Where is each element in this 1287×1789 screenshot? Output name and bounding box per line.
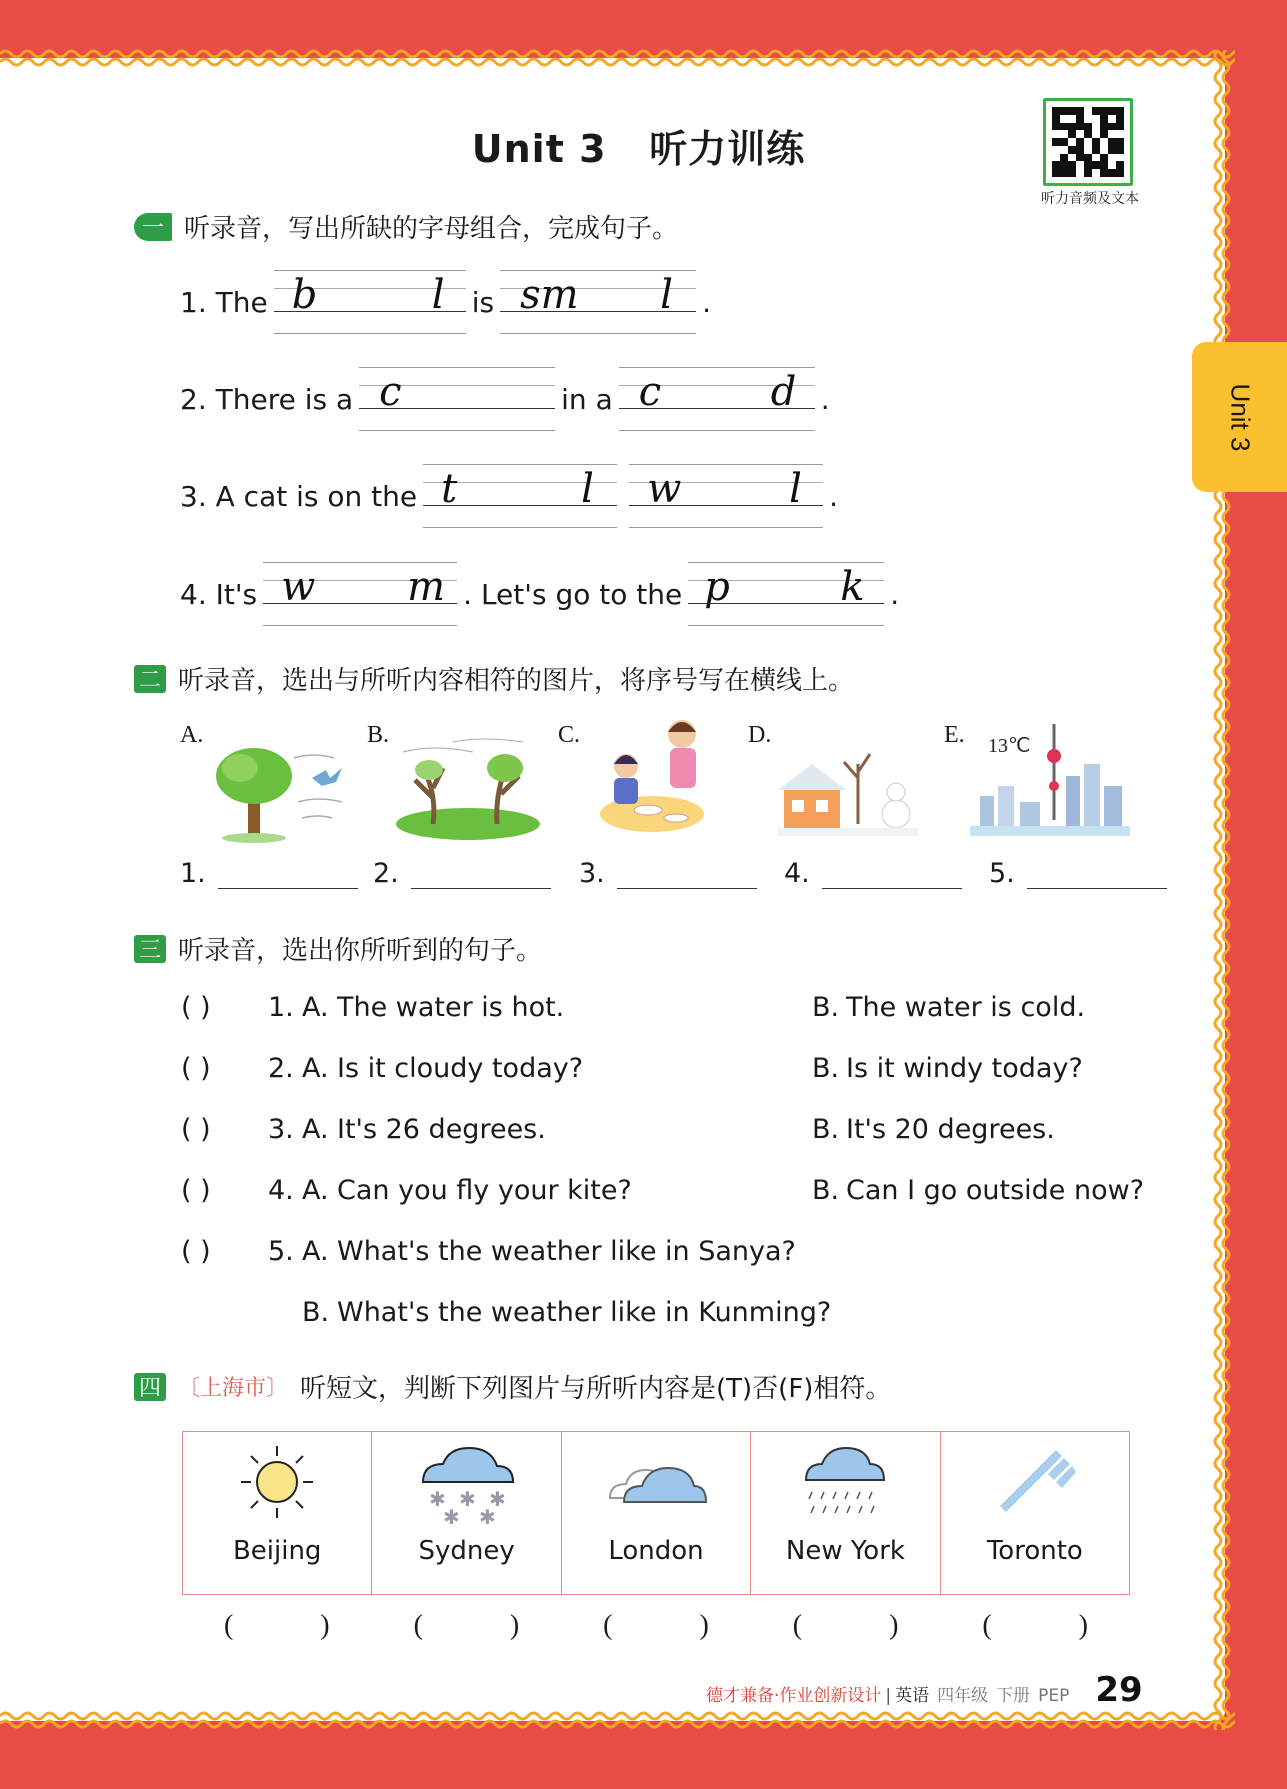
option-b-text: Can I go outside now? xyxy=(846,1175,1145,1206)
fill-suffix: . xyxy=(820,382,830,416)
cloudy-icon xyxy=(604,1442,708,1512)
option-a-text: Is it cloudy today? xyxy=(337,1053,584,1084)
weather-cell xyxy=(183,1432,372,1594)
tf-answer-box[interactable]: ( ) xyxy=(982,1610,1128,1641)
svg-text:✱: ✱ xyxy=(488,1487,506,1511)
windy-trees-icon xyxy=(393,728,543,846)
answer-paren[interactable]: ( ) xyxy=(181,1236,211,1267)
answer-paren[interactable]: ( ) xyxy=(181,1053,211,1084)
fill-row-4 xyxy=(180,562,899,626)
writing-lines[interactable] xyxy=(619,367,815,431)
tf-answer-row xyxy=(182,1610,1130,1642)
unit-side-tab[interactable] xyxy=(1192,342,1287,492)
fill-row-1 xyxy=(180,270,711,334)
fill-suffix: . xyxy=(890,577,900,611)
qr-caption: 听力音频及文本 xyxy=(1041,191,1139,207)
city-name: Sydney xyxy=(418,1536,515,1566)
city-name: London xyxy=(608,1536,704,1566)
option-a-label: A. xyxy=(302,992,329,1023)
weather-cell xyxy=(562,1432,751,1594)
question-number: 4. xyxy=(268,1175,294,1206)
page-title: Unit 3 听力训练 xyxy=(471,127,806,171)
handwritten-letters: l xyxy=(581,466,594,512)
section-4-heading xyxy=(134,1368,891,1405)
sunny-icon xyxy=(237,1442,317,1522)
picture-label: E. xyxy=(944,722,965,748)
tf-answer-box[interactable]: ( ) xyxy=(792,1610,939,1641)
weather-table xyxy=(182,1431,1130,1595)
tf-answer-box[interactable]: ( ) xyxy=(223,1610,370,1641)
section-1-heading xyxy=(134,208,678,245)
handwritten-letters: p xyxy=(704,564,730,610)
family-dinner-icon xyxy=(596,714,726,838)
handwritten-letters: sm xyxy=(520,272,579,318)
handwritten-letters: t xyxy=(441,466,458,512)
windy-icon xyxy=(990,1442,1080,1518)
answer-paren[interactable]: ( ) xyxy=(181,1114,211,1145)
handwritten-letters: l xyxy=(660,272,673,318)
section-3-instruction: 听录音，选出你所听到的句子。 xyxy=(178,936,543,966)
answer-paren[interactable]: ( ) xyxy=(181,1175,211,1206)
answer-number: 5. xyxy=(989,858,1015,889)
answer-number: 3. xyxy=(579,858,605,889)
handwritten-letters: l xyxy=(431,272,445,318)
section-2-instruction: 听录音，选出与所听内容相符的图片，将序号写在横线上。 xyxy=(178,666,855,696)
picture-label: A. xyxy=(180,722,204,748)
picture-row xyxy=(180,722,1160,842)
option-b-label: B. xyxy=(302,1297,330,1328)
option-a-label: A. xyxy=(302,1236,329,1267)
answer-blank[interactable] xyxy=(989,858,1167,889)
city-name: Beijing xyxy=(232,1536,322,1566)
handwritten-letters: d xyxy=(770,369,797,415)
handwritten-letters: w xyxy=(647,466,682,512)
section-2-heading xyxy=(134,660,854,697)
unit-tab-label: Unit 3 xyxy=(1224,383,1255,451)
option-a-text: It's 26 degrees. xyxy=(337,1114,546,1145)
option-b-text: The water is cold. xyxy=(846,992,1086,1023)
option-b-label: B. xyxy=(812,1114,840,1145)
fill-mid: . Let's go to the xyxy=(463,577,683,611)
fill-mid: in a xyxy=(561,382,613,416)
handwritten-letters: m xyxy=(407,564,446,610)
section-4-badge: 四 xyxy=(134,1373,166,1401)
writing-lines[interactable] xyxy=(274,270,466,334)
writing-lines[interactable] xyxy=(263,562,457,626)
option-a-label: A. xyxy=(302,1175,329,1206)
answer-number: 4. xyxy=(784,858,810,889)
page-footer xyxy=(706,1670,1143,1710)
writing-lines[interactable] xyxy=(629,464,823,528)
footer-brand: 德才兼备·作业创新设计 xyxy=(706,1686,882,1706)
answer-number: 1. xyxy=(180,858,206,889)
svg-text:✱: ✱ xyxy=(442,1505,460,1526)
section-1-badge: 一 xyxy=(134,213,172,241)
answer-blank[interactable] xyxy=(579,858,757,889)
fill-prefix: 3. A cat is on the xyxy=(180,479,418,513)
picture-label: D. xyxy=(748,722,772,748)
footer-grade: 四年级 xyxy=(937,1686,989,1706)
option-b-label: B. xyxy=(812,992,840,1023)
writing-lines[interactable] xyxy=(688,562,884,626)
option-b-text: Is it windy today? xyxy=(846,1053,1083,1084)
snowy-cloud-icon xyxy=(415,1442,519,1526)
handwritten-letters: k xyxy=(840,564,865,610)
option-a-label: A. xyxy=(302,1114,329,1145)
fill-prefix: 2. There is a xyxy=(180,382,354,416)
rainy-cloud-icon xyxy=(800,1442,890,1522)
fill-suffix: . xyxy=(829,479,839,513)
question-number: 3. xyxy=(268,1114,294,1145)
question-number: 1. xyxy=(268,992,294,1023)
tf-answer-box[interactable]: ( ) xyxy=(603,1610,749,1641)
region-tag: 〔上海市〕 xyxy=(178,1376,289,1401)
answer-blank[interactable] xyxy=(180,858,358,889)
windy-tree-bird-icon xyxy=(202,728,372,846)
skyline-temperature: 13℃ xyxy=(988,735,1031,757)
city-name: Toronto xyxy=(986,1536,1083,1566)
city-name: New York xyxy=(785,1536,905,1566)
writing-lines[interactable] xyxy=(500,270,696,334)
tf-answer-box[interactable]: ( ) xyxy=(413,1610,560,1641)
page-number: 29 xyxy=(1095,1670,1143,1710)
answer-blank[interactable] xyxy=(784,858,962,889)
answer-paren[interactable]: ( ) xyxy=(181,992,211,1023)
weather-cell xyxy=(372,1432,561,1594)
svg-text:✱: ✱ xyxy=(428,1487,446,1511)
handwritten-letters: c xyxy=(379,369,402,415)
fill-prefix: 4. It's xyxy=(180,577,258,611)
option-b-label: B. xyxy=(812,1053,840,1084)
footer-subject: 英语 xyxy=(895,1686,930,1706)
section-4-instruction: 听短文，判断下列图片与所听内容是(T)否(F)相符。 xyxy=(300,1374,892,1404)
handwritten-letters: w xyxy=(281,564,316,610)
option-a-text: Can you fly your kite? xyxy=(337,1175,632,1206)
wavy-border-right xyxy=(1210,50,1234,1730)
section-1-instruction: 听录音，写出所缺的字母组合，完成句子。 xyxy=(184,214,679,244)
wavy-border-top xyxy=(0,46,1235,70)
section-3-badge: 三 xyxy=(134,935,166,963)
option-b-text: What's the weather like in Kunming? xyxy=(337,1297,832,1328)
footer-edition: PEP xyxy=(1038,1686,1070,1706)
svg-text:✱: ✱ xyxy=(478,1505,496,1526)
footer-separator: | xyxy=(885,1686,892,1706)
weather-cell xyxy=(751,1432,940,1594)
option-b-label: B. xyxy=(812,1175,840,1206)
section-3-heading xyxy=(134,930,542,967)
fill-mid: is xyxy=(471,285,495,319)
option-a-text: What's the weather like in Sanya? xyxy=(337,1236,796,1267)
fill-row-2 xyxy=(180,367,830,431)
fill-suffix: . xyxy=(702,285,711,319)
qr-code-icon[interactable] xyxy=(1043,98,1133,186)
option-b-text: It's 20 degrees. xyxy=(846,1114,1055,1145)
svg-text:✱: ✱ xyxy=(458,1487,476,1511)
question-number: 2. xyxy=(268,1053,294,1084)
writing-lines[interactable] xyxy=(359,367,555,431)
fill-row-3 xyxy=(180,464,838,528)
footer-term: 下册 xyxy=(996,1686,1031,1706)
question-number: 5. xyxy=(268,1236,294,1267)
handwritten-letters: l xyxy=(789,466,802,512)
snowy-house-snowman-icon xyxy=(778,728,918,846)
picture-label: B. xyxy=(367,722,390,748)
handwritten-letters: b xyxy=(291,272,318,318)
fill-prefix: 1. The xyxy=(180,285,268,319)
section-2-badge: 二 xyxy=(134,665,166,693)
handwritten-letters: c xyxy=(638,369,662,415)
picture-label: C. xyxy=(558,722,581,748)
weather-cell xyxy=(941,1432,1129,1594)
option-a-text: The water is hot. xyxy=(337,992,565,1023)
answer-number: 2. xyxy=(373,858,399,889)
wavy-border-bottom xyxy=(0,1708,1235,1732)
writing-lines[interactable] xyxy=(423,464,617,528)
answer-blank[interactable] xyxy=(373,858,551,889)
option-a-label: A. xyxy=(302,1053,329,1084)
city-skyline-icon xyxy=(970,716,1130,842)
